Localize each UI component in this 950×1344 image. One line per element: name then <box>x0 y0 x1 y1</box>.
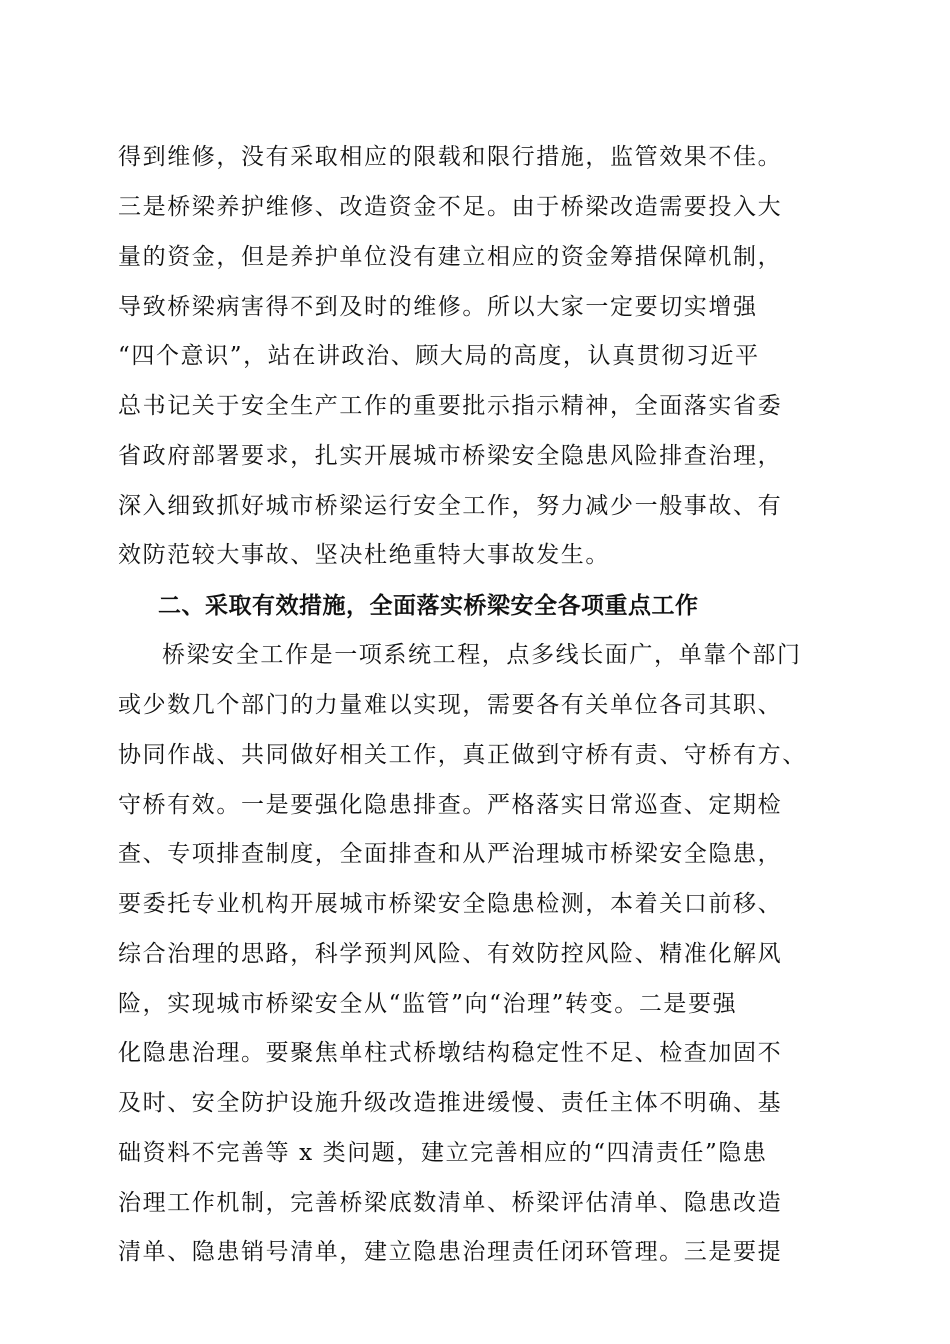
paragraph-line: 深入细致抓好城市桥梁运行安全工作，努力减少一般事故、有 <box>118 493 783 519</box>
paragraph-line: 查、专项排查制度，全面排查和从严治理城市桥梁安全隐患， <box>118 841 783 867</box>
paragraph-line: 桥梁安全工作是一项系统工程，点多线长面广，单靠个部门 <box>162 642 802 668</box>
paragraph-line: 及时、安全防护设施升级改造推进缓慢、责任主体不明确、基 <box>118 1090 783 1116</box>
paragraph-line: 险，实现城市桥梁安全从“监管”向“治理”转变。二是要强 <box>118 991 738 1017</box>
paragraph-line: “四个意识”，站在讲政治、顾大局的高度，认真贯彻习近平 <box>118 343 760 369</box>
paragraph-line: 化隐患治理。要聚焦单柱式桥墩结构稳定性不足、检查加固不 <box>118 1040 783 1066</box>
paragraph-line: 省政府部署要求，扎实开展城市桥梁安全隐患风险排查治理， <box>118 443 783 469</box>
paragraph-line: 守桥有效。一是要强化隐患排查。严格落实日常巡查、定期检 <box>118 792 783 818</box>
paragraph-line: 要委托专业机构开展城市桥梁安全隐患检测，本着关口前移、 <box>118 891 783 917</box>
paragraph-line: 治理工作机制，完善桥梁底数清单、桥梁评估清单、隐患改造 <box>118 1190 783 1216</box>
paragraph-line: 三是桥梁养护维修、改造资金不足。由于桥梁改造需要投入大 <box>118 194 783 220</box>
paragraph-line: 础资料不完善等 x 类问题，建立完善相应的“四清责任”隐患 <box>118 1140 768 1166</box>
paragraph-line: 协同作战、共同做好相关工作，真正做到守桥有责、守桥有方、 <box>118 742 807 768</box>
paragraph-line: 或少数几个部门的力量难以实现，需要各有关单位各司其职、 <box>118 692 783 718</box>
paragraph-line: 量的资金，但是养护单位没有建立相应的资金筹措保障机制， <box>118 244 783 270</box>
section-heading: 二、采取有效措施，全面落实桥梁安全各项重点工作 <box>158 593 699 619</box>
paragraph-line: 清单、隐患销号清单，建立隐患治理责任闭环管理。三是要提 <box>118 1239 783 1265</box>
paragraph-line: 导致桥梁病害得不到及时的维修。所以大家一定要切实增强 <box>118 294 758 320</box>
paragraph-line: 综合治理的思路，科学预判风险、有效防控风险、精准化解风 <box>118 941 783 967</box>
paragraph-line: 得到维修，没有采取相应的限载和限行措施，监管效果不佳。 <box>118 144 783 170</box>
paragraph-line: 总书记关于安全生产工作的重要批示指示精神，全面落实省委 <box>118 393 783 419</box>
paragraph-line: 效防范较大事故、坚决杜绝重特大事故发生。 <box>118 542 610 568</box>
